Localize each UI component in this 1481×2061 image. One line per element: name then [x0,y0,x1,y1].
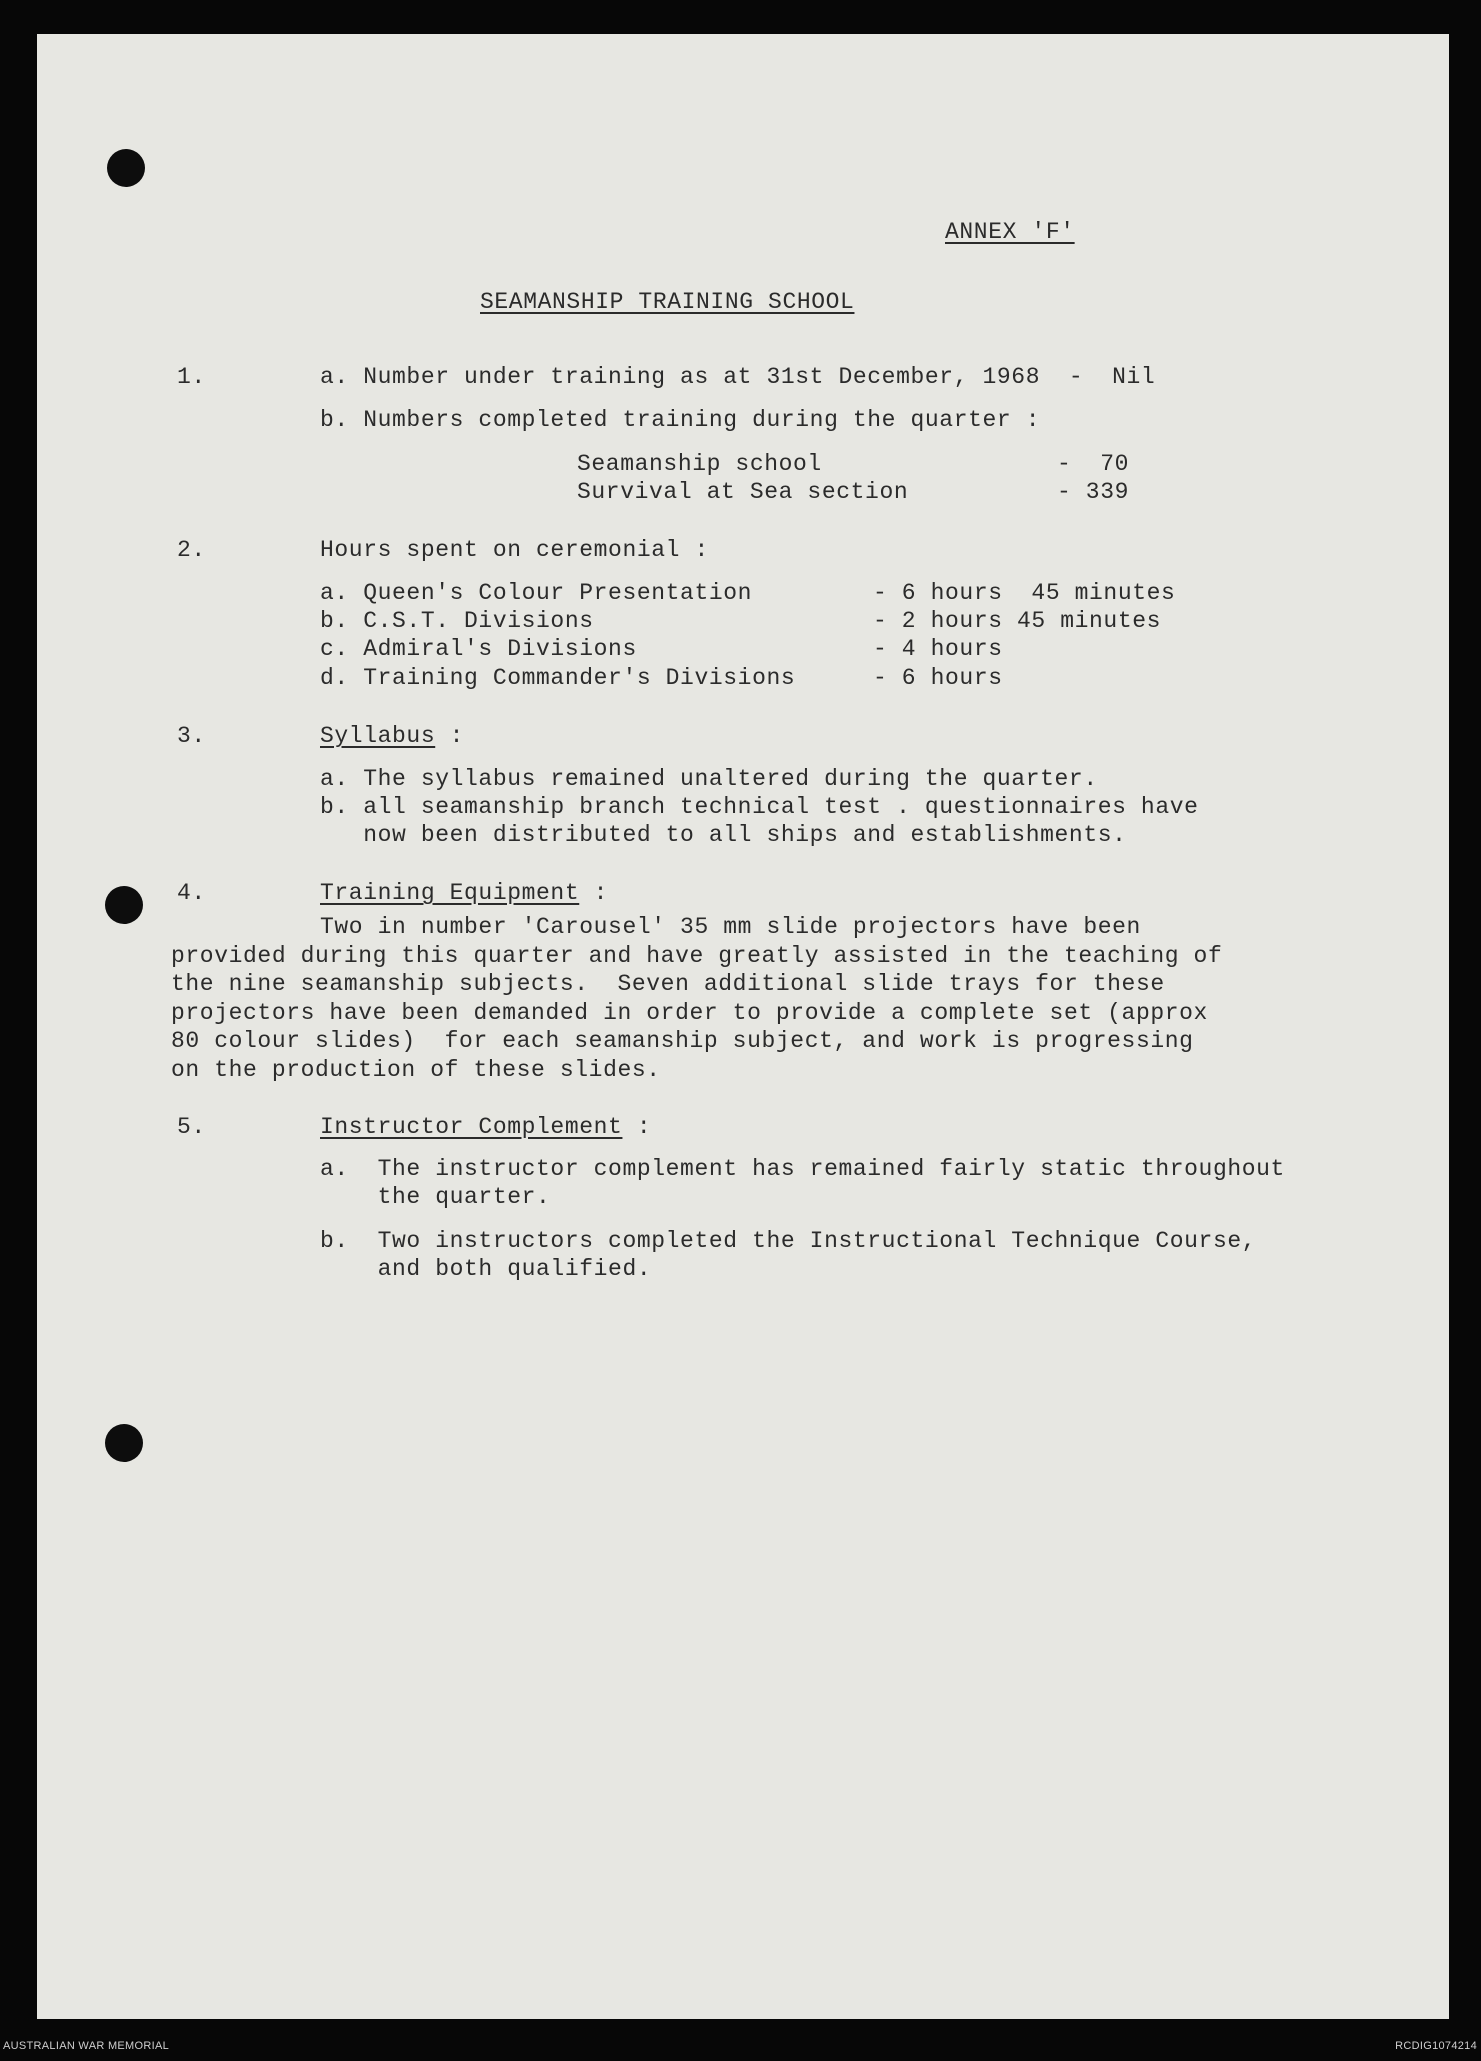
section-3-heading-row [320,722,464,750]
paragraph-line: the quarter. [320,1184,551,1210]
punch-hole-middle [105,886,143,924]
ceremonial-row-label: d. Training Commander's Divisions [320,665,796,691]
section-number: 2. [177,537,206,563]
punch-hole-bottom [105,1424,143,1462]
paragraph-line: Two in number 'Carousel' 35 mm slide projectors have been [320,914,1141,940]
ceremonial-row-label: c. Admiral's Divisions [320,636,637,662]
paragraph-line: provided during this quarter and have greatly assisted in the teaching of [171,943,1223,969]
paragraph-line: a. The syllabus remained unaltered during the quarter. [320,766,1098,792]
training-row-label: Seamanship school [577,451,822,477]
paragraph-line: now been distributed to all ships and establishments. [320,822,1127,848]
ceremonial-row-value: - 4 hours [873,636,1003,662]
footer-right-id: RCDIG1074214 [1395,2040,1477,2052]
paragraph-line: b. all seamanship branch technical test . questionnaires have [320,794,1199,820]
heading-colon: : [579,880,609,906]
training-row-value: - 70 [1057,451,1130,477]
section-number: 1. [177,364,206,390]
section-number: 5. [177,1114,206,1140]
ceremonial-row-label: b. C.S.T. Divisions [320,608,594,634]
section-number: 3. [177,723,206,749]
section-2-heading: Hours spent on ceremonial : [320,537,709,563]
annex-label: ANNEX 'F' [945,219,1075,245]
paragraph-line: 80 colour slides) for each seamanship subject, and work is progressing [171,1028,1194,1054]
punch-hole-top [107,149,145,187]
heading-colon: : [435,723,465,749]
heading-colon: : [622,1114,652,1140]
paragraph-line: the nine seamanship subjects. Seven additional slide trays for these [171,971,1165,997]
paragraph-line: b. Two instructors completed the Instructional Technique Course, [320,1228,1257,1254]
section-1-item-b: b. Numbers completed training during the quarter : [320,407,1041,433]
section-1-item-a: a. Number under training as at 31st December, 1968 - Nil [320,364,1156,390]
training-row-label: Survival at Sea section [577,479,909,505]
section-5-heading-row [320,1113,651,1141]
ceremonial-row-label: a. Queen's Colour Presentation [320,580,753,606]
section-3-heading: Syllabus [320,723,436,749]
document-title: SEAMANSHIP TRAINING SCHOOL [480,289,855,315]
paragraph-line: projectors have been demanded in order to provide a complete set (approx [171,1000,1208,1026]
ceremonial-row-value: - 6 hours 45 minutes [873,580,1176,606]
footer-left-credit: AUSTRALIAN WAR MEMORIAL [3,2040,170,2052]
section-5-heading: Instructor Complement [320,1114,623,1140]
paragraph-line: on the production of these slides. [171,1057,661,1083]
section-4-heading: Training Equipment [320,880,580,906]
document-page [37,34,1449,2019]
section-4-heading-row [320,879,608,907]
ceremonial-row-value: - 2 hours 45 minutes [873,608,1162,634]
paragraph-line: and both qualified. [320,1256,652,1282]
paragraph-line: a. The instructor complement has remained fairly static throughout [320,1156,1285,1182]
ceremonial-row-value: - 6 hours [873,665,1003,691]
training-row-value: - 339 [1057,479,1130,505]
section-number: 4. [177,880,206,906]
